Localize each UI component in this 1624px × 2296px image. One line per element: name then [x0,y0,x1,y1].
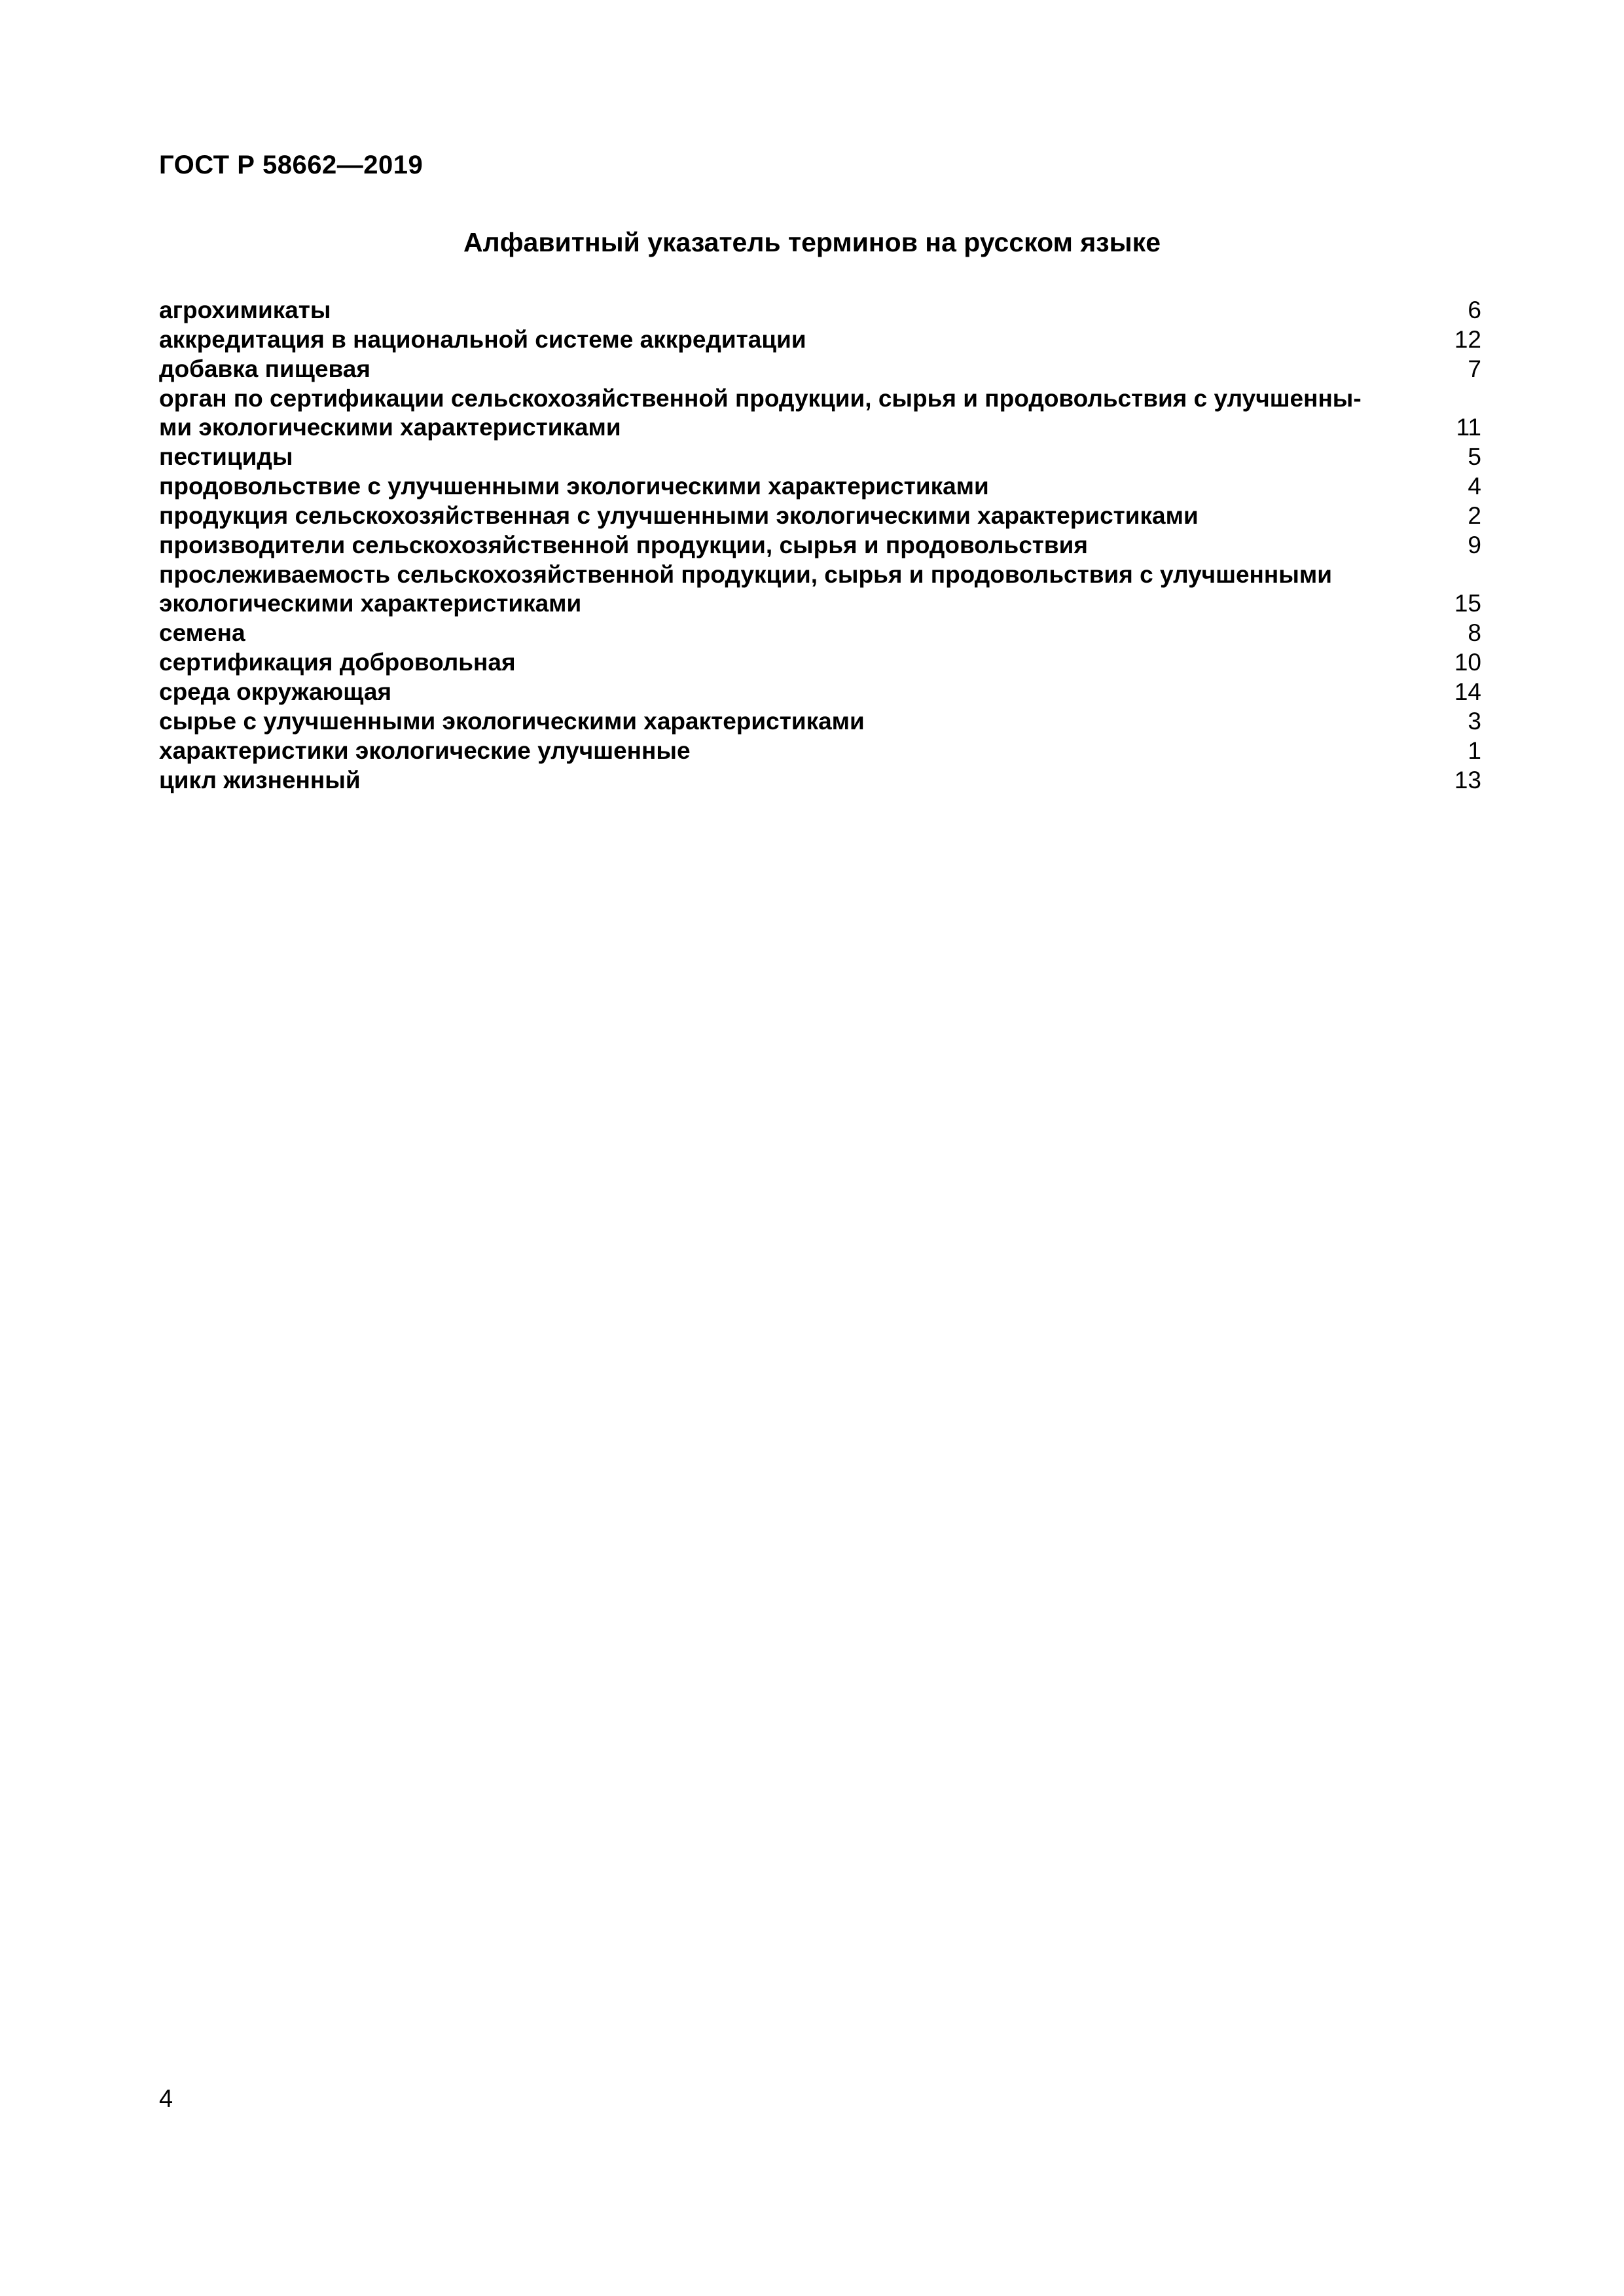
index-entry [159,355,1481,384]
index-term: пестициды [159,443,293,470]
index-term-number: 14 [1454,678,1481,705]
index-entry [159,766,1481,795]
index-term-number: 5 [1468,443,1481,470]
index-term-number: 1 [1468,737,1481,764]
index-term [159,384,1377,442]
index-term-number: 3 [1468,708,1481,735]
index-term-number: 11 [1456,414,1481,441]
index-term-number: 15 [1454,590,1481,617]
index-term-number: 4 [1468,473,1481,500]
page-number: 4 [159,2085,173,2113]
index-entry [159,707,1481,736]
index-term-line: ми экологическими характеристиками [159,414,621,441]
index-term: аккредитация в национальной системе аккредитации [159,326,806,353]
index-entry [159,737,1481,765]
index-term: агрохимикаты [159,297,331,323]
index-term: среда окружающая [159,678,392,705]
index-entry [159,472,1481,501]
index-term: производители сельскохозяйственной продукции, сырья и продовольствия [159,532,1088,558]
index-entry [159,619,1481,647]
index-entry [159,384,1481,442]
index-term-number: 6 [1468,297,1481,323]
index-entry [159,678,1481,706]
index-term: сырье с улучшенными экологическими характеристиками [159,708,865,735]
index-term: семена [159,619,245,646]
index-term: сертификация добровольная [159,649,516,676]
index-entry [159,325,1481,354]
index-term-number: 9 [1468,532,1481,558]
index-term-number: 12 [1454,326,1481,353]
index-term-number: 10 [1454,649,1481,676]
index-entry [159,648,1481,677]
index-term-line: экологическими характеристиками [159,590,582,617]
index-term: цикл жизненный [159,767,361,793]
index-term-line: орган по сертификации сельскохозяйственной продукции, сырья и продовольствия с улучшенны- [159,385,1362,412]
index-term: продукция сельскохозяйственная с улучшенными экологическими характеристиками [159,502,1199,529]
index-entry [159,443,1481,471]
index-term: характеристики экологические улучшенные [159,737,691,764]
index-entry [159,560,1481,618]
index-entry [159,501,1481,530]
index-entry [159,531,1481,560]
index-term-number: 2 [1468,502,1481,529]
index-term-number: 7 [1468,355,1481,382]
term-index-list [159,296,1481,795]
index-term-number: 8 [1468,619,1481,646]
index-term: продовольствие с улучшенными экологическими характеристиками [159,473,989,500]
index-entry [159,296,1481,325]
index-title: Алфавитный указатель терминов на русском языке [463,227,1161,257]
index-term-line: прослеживаемость сельскохозяйственной продукции, сырья и продовольствия с улучшенными [159,561,1332,588]
index-term: добавка пищевая [159,355,370,382]
standard-header: ГОСТ Р 58662—2019 [159,151,424,179]
index-term [159,560,1377,618]
index-term-number: 13 [1454,767,1481,793]
